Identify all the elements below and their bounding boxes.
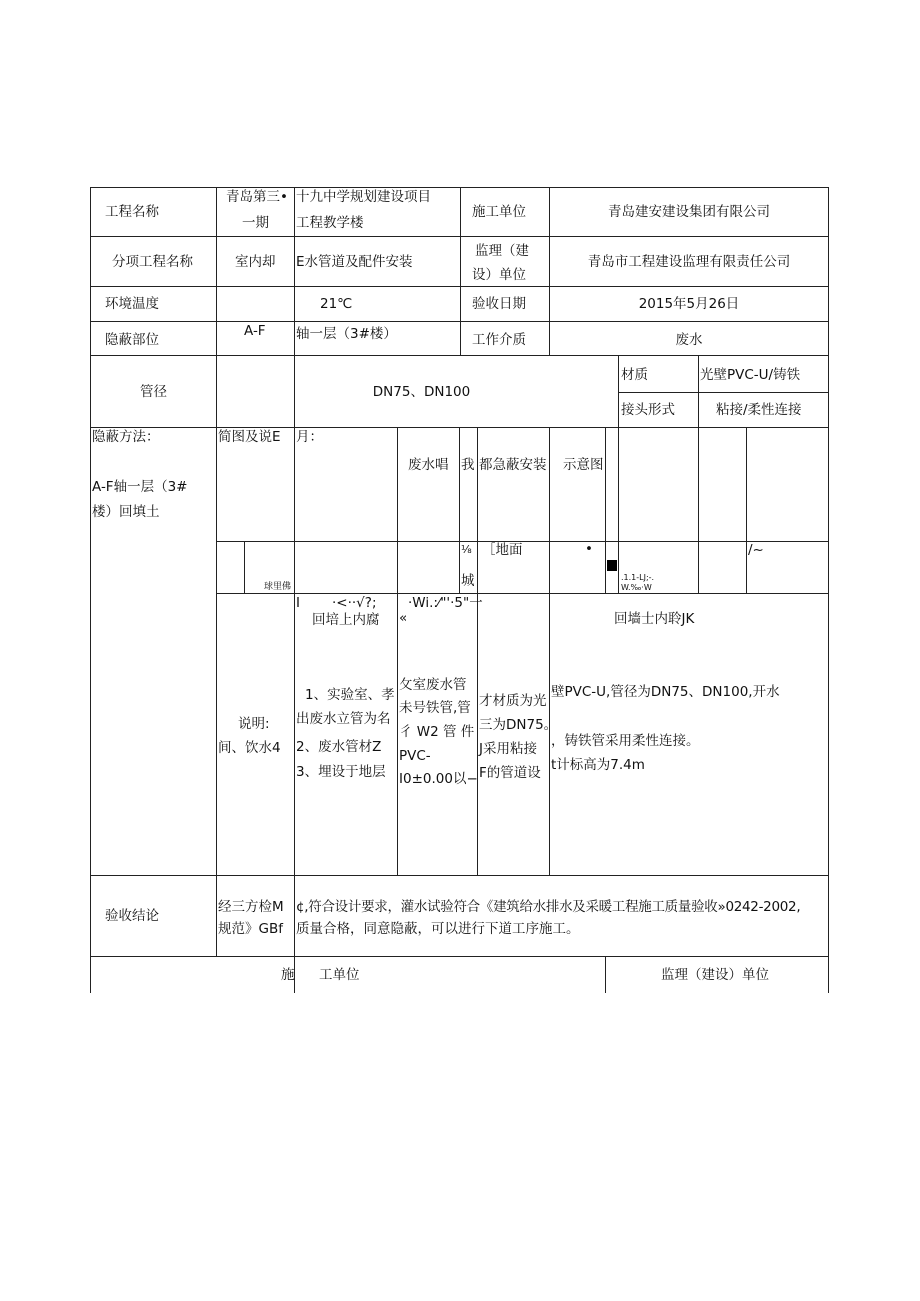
sketch-mark-dot: • (585, 541, 593, 557)
vline-m-244 (244, 541, 245, 594)
vline-c1 (216, 187, 217, 428)
sketch-mark-small: 球里佛 (264, 582, 292, 592)
contractor-value: 青岛建安建设集团有限公司 (608, 204, 770, 220)
table-right-border (828, 187, 829, 993)
notes-col1-line1: 1、实验室、孝 (305, 687, 395, 703)
sketch-mark-tiny1: .1.1-LJ;-. (621, 573, 655, 582)
signature-supervisor: 监理（建设）单位 (661, 967, 769, 983)
hline-row5-mid (618, 392, 829, 393)
conclusion-text-line1: ¢,符合设计要求，灌水试验符合《建筑给水排水及采暖工程施工质量验收»0242-2002, (296, 899, 801, 915)
notes-col2-line5: I0±0.00以− (399, 771, 478, 787)
vline-m-216 (216, 427, 217, 876)
supervisor-label-line2: 设）单位 (472, 267, 526, 283)
notes-fragment-d: « (399, 610, 408, 626)
notes-col3-line1: 才材质为光 (479, 693, 547, 709)
project-name-label: 工程名称 (105, 204, 159, 220)
sketch-mark-tiny2: W.‰·W (621, 583, 652, 592)
conclusion-left-line1: 经三方检M (218, 899, 284, 915)
work-medium-label: 工作介质 (472, 332, 526, 348)
vline-m-605 (605, 427, 606, 594)
sketch-mark-city: 城 (461, 573, 475, 589)
vline-k-216 (216, 875, 217, 957)
notes-col3-line3: J采用粘接 (479, 741, 537, 757)
concealed-part-label: 隐蔽部位 (105, 332, 159, 348)
acceptance-conclusion-label: 验收结论 (105, 908, 159, 924)
work-medium-value: 废水 (675, 332, 703, 348)
acceptance-date-value: 2015年5月26日 (638, 296, 740, 312)
sketch-text-4: 示意图 (563, 457, 604, 473)
sketch-black-square (607, 560, 617, 571)
notes-label-1: 说明: (238, 716, 270, 732)
hline-conclusion-bottom (90, 956, 829, 957)
concealment-method-line1: A-F轴一层（3# (92, 479, 188, 495)
notes-fragment-b: ·<··√?; (332, 595, 377, 611)
notes-col3-line2: 三为DN75。 (479, 717, 558, 733)
subproject-value-b: E水管道及配件安装 (296, 254, 413, 270)
notes-col1-line4: 3、埋设于地层 (296, 764, 386, 780)
concealment-method-line2: 楼）回填土 (92, 504, 160, 520)
notes-col3-line4: F的管道设 (479, 765, 541, 781)
subproject-value-a: 室内却 (235, 254, 276, 270)
vline-k-294 (294, 875, 295, 957)
vline-c3 (460, 187, 461, 356)
notes-col2-line2: 未号铁管,管 (399, 700, 471, 716)
supervisor-label-line1: 监理（建 (475, 243, 529, 259)
temperature-label: 环境温度 (105, 296, 159, 312)
vline-r5-a (618, 355, 619, 428)
project-name-part2-line2: 工程教学楼 (296, 215, 364, 231)
vline-r5-b (698, 355, 699, 428)
vline-m-549 (549, 427, 550, 876)
sketch-label-b: 月： (296, 429, 323, 445)
pipe-diameter-value: DN75、DN100 (372, 384, 471, 400)
project-name-part2-line1: 十九中学规划建设项目 (296, 189, 431, 205)
sketch-text-3: 都急蔽安装 (479, 457, 547, 473)
notes-col4-line1: 壁PVC-U,管径为DN75、DN100,开水 (551, 684, 780, 700)
vline-m-698 (698, 427, 699, 594)
material-label: 材质 (621, 367, 648, 383)
contractor-label: 施工单位 (472, 204, 526, 220)
project-name-part1-line2: 一期 (242, 215, 269, 231)
vline-m-618 (618, 427, 619, 594)
signature-contractor-part-b: 工单位 (319, 967, 360, 983)
notes-col2-line3: 彳 W2 管 件 (399, 724, 475, 740)
table-left-border (90, 187, 91, 993)
notes-col1-line3: 2、废水管材Z (296, 739, 382, 755)
acceptance-date-label: 验收日期 (472, 296, 526, 312)
concealed-part-value-b: 轴一层（3#楼） (296, 326, 397, 342)
notes-col3-title: 回墙士内聆JK (614, 611, 695, 627)
vline-s-605 (605, 956, 606, 993)
vline-m-746 (746, 427, 747, 594)
sketch-text-1: 废水唱 (408, 457, 449, 473)
notes-col4-line3: t计标高为7.4m (551, 757, 645, 773)
project-name-part1-line1: 青岛第三• (226, 189, 288, 205)
temperature-value: 21℃ (320, 296, 353, 312)
supervisor-value: 青岛市工程建设监理有限责任公司 (587, 254, 791, 270)
subproject-label: 分项工程名称 (112, 254, 193, 270)
notes-col1-title: 回培上内腐 (312, 612, 380, 628)
sketch-mark-fraction: ⅛ (461, 543, 472, 556)
sketch-text-2: 我 (461, 457, 475, 473)
vline-m-477 (477, 427, 478, 876)
conclusion-text-line2: 质量合格，同意隐蔽，可以进行下道工序施工。 (296, 921, 580, 937)
sketch-label-a: 简图及说E (218, 429, 281, 445)
notes-col2-line1: 攵室废水管 (399, 677, 467, 693)
hline-sketch-bottom (216, 593, 829, 594)
ground-mark: ［地面 (482, 542, 523, 558)
hline-notes-bottom (90, 875, 829, 876)
notes-fragment-a: I (296, 595, 300, 611)
joint-type-label: 接头形式 (621, 402, 675, 418)
notes-col2-line4: PVC- (399, 748, 431, 764)
notes-label-2: 间、饮水4 (218, 740, 281, 756)
notes-col1-line2: 出废水立管为名 (296, 711, 391, 727)
notes-col4-line2: ，铸铁管采用柔性连接。 (551, 733, 700, 749)
pipe-diameter-label: 管径 (140, 384, 167, 400)
vline-m-459 (459, 427, 460, 594)
vline-m-397 (397, 427, 398, 876)
vline-m-294 (294, 427, 295, 876)
signature-contractor-part-a: 施 (281, 967, 295, 983)
concealment-method-label: 隐蔽方法： (92, 429, 160, 445)
material-value: 光壁PVC-U/铸铁 (700, 367, 801, 383)
concealed-part-value-a: A-F (244, 323, 266, 339)
notes-fragment-c: ·Wi.:⁄"'·5"一 (408, 595, 483, 611)
sketch-mark-slash: /~ (748, 542, 764, 558)
joint-type-value: 粘接/柔性连接 (716, 402, 802, 418)
conclusion-left-line2: 规范》GBf (218, 921, 283, 937)
